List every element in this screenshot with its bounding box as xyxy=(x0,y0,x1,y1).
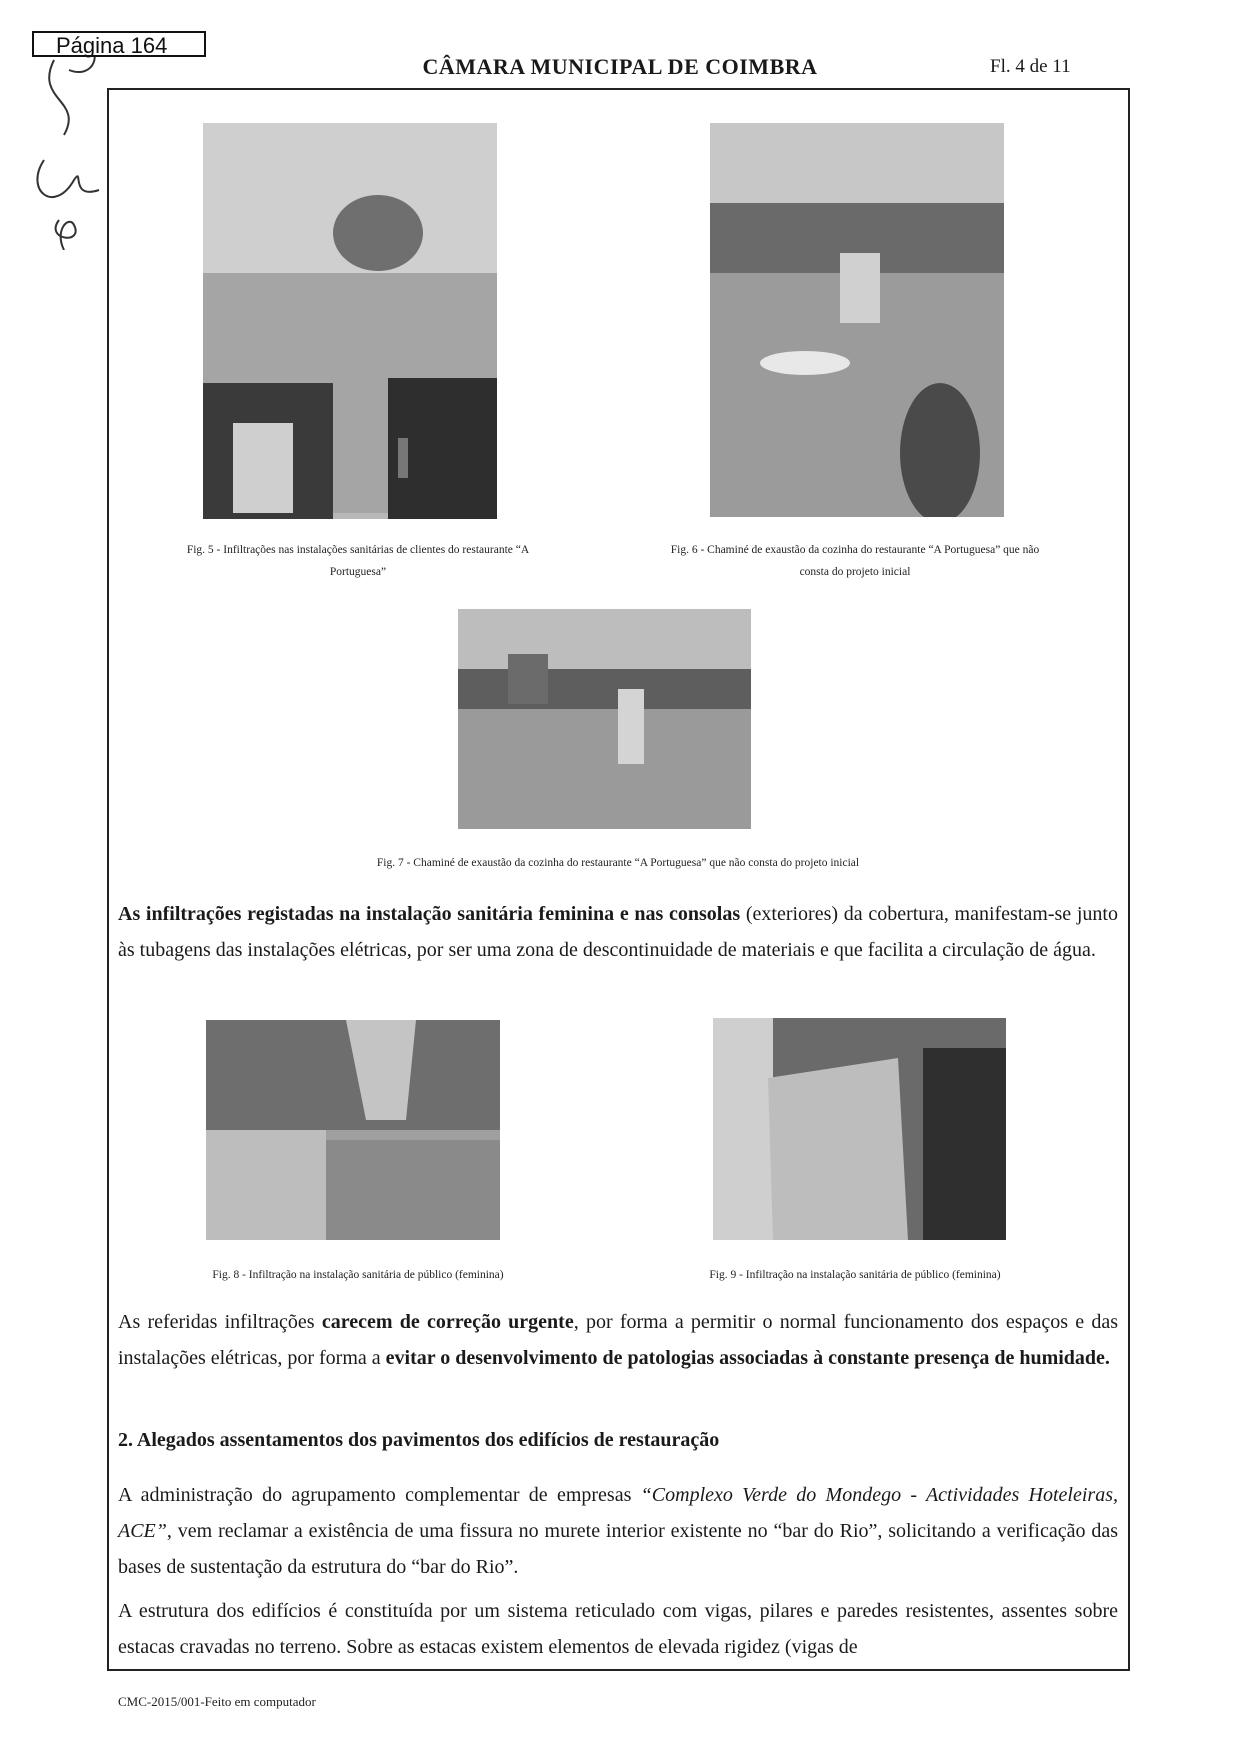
page-number-stamp: Página 164 xyxy=(32,31,206,57)
section-2-title: 2. Alegados assentamentos dos pavimentos dos edifícios de restauração xyxy=(118,1429,720,1451)
figure-6-caption-line-1: Fig. 6 - Chaminé de exaustão da cozinha do restaurante “A Portuguesa” que não xyxy=(670,544,1040,556)
page-footer: CMC-2015/001-Feito em computador xyxy=(118,1694,316,1709)
figure-9-photo xyxy=(713,1018,1006,1240)
figure-9-caption: Fig. 9 - Infiltração na instalação sanitária de público (feminina) xyxy=(709,1269,1001,1281)
figure-6-caption xyxy=(615,540,1095,584)
paragraph-ace-italic: “Complexo Verde do Mondego - Actividades Hoteleiras, ACE” xyxy=(118,1484,1118,1542)
paragraph-infiltrations-bold: As infiltrações registadas na instalação sanitária feminina e nas consolas xyxy=(118,903,741,925)
paragraph-urgent-bold-1: carecem de correção urgente xyxy=(321,1311,574,1333)
paragraph-urgent-text-1: As referidas infiltrações xyxy=(118,1311,322,1333)
figure-7-caption: Fig. 7 - Chaminé de exaustão da cozinha do restaurante “A Portuguesa” que não consta do projeto inicial xyxy=(376,857,860,869)
paragraph-ace-text-1: A administração do agrupamento complementar de empresas xyxy=(118,1484,641,1506)
paragraph-urgent-correction xyxy=(118,1304,1118,1376)
paragraph-ace-text-2: , vem reclamar a existência de uma fissura no murete interior existente no “bar do Rio”, solicitando a verificação das bases de sustentação da estrutura do “bar do Rio”. xyxy=(118,1520,1118,1578)
figure-5-photo xyxy=(203,123,497,519)
page-header-title: CÂMARA MUNICIPAL DE COIMBRA xyxy=(422,54,818,79)
paragraph-infiltrations-text: (exteriores) da cobertura, manifestam-se junto às tubagens das instalações elétricas, por ser uma zona de descontinuidade de materiais e que facilita a circulação de água. xyxy=(118,903,1118,961)
paragraph-infiltrations xyxy=(118,896,1118,968)
paragraph-ace-complaint xyxy=(118,1477,1118,1585)
figure-8-photo xyxy=(206,1020,500,1240)
figure-6-photo xyxy=(710,123,1004,517)
figure-7-photo xyxy=(458,609,751,829)
paragraph-urgent-text-2: , por forma a permitir o normal funcionamento dos espaços e das instalações elétricas, por forma a xyxy=(118,1311,1119,1369)
figure-5-caption-line-1: Fig. 5 - Infiltrações nas instalações sanitárias de clientes do restaurante “A xyxy=(186,544,530,556)
figure-8-caption: Fig. 8 - Infiltração na instalação sanitária de público (feminina) xyxy=(212,1269,504,1281)
figure-5-caption-line-2: Portuguesa” xyxy=(329,565,387,578)
folio-number: Fl. 4 de 11 xyxy=(990,56,1071,77)
figure-6-caption-line-2: consta do projeto inicial xyxy=(799,565,911,578)
paragraph-structure: A estrutura dos edifícios é constituída por um sistema reticulado com vigas, pilares e paredes resistentes, assentes sobre estacas cravadas no terreno. Sobre as estacas existem elementos de elevada rigidez (vigas de xyxy=(118,1600,1118,1658)
paragraph-urgent-bold-2: evitar o desenvolvimento de patologias associadas à constante presença de humidade. xyxy=(385,1347,1110,1369)
figure-5-caption xyxy=(118,540,598,584)
